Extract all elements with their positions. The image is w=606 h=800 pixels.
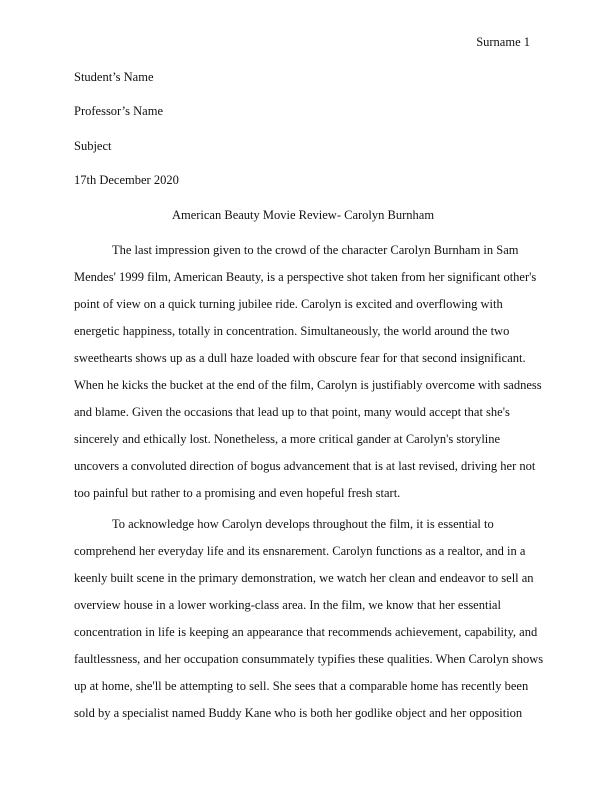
paragraph-line: sincerely and ethically lost. Nonetheless, a more critical gander at Carolyn's storyline (74, 432, 501, 446)
paragraph-line: uncovers a convoluted direction of bogus advancement that is at last revised, driving her not (74, 459, 536, 473)
paragraph-line: keenly built scene in the primary demonstration, we watch her clean and endeavor to sell an (74, 571, 534, 585)
paragraph-line: To acknowledge how Carolyn develops throughout the film, it is essential to (112, 517, 494, 531)
paragraph-line: up at home, she'll be attempting to sell. She sees that a comparable home has recently been (74, 679, 529, 693)
paragraph-line: sweethearts shows up as a dull haze loaded with obscure fear for that second insignificant. (74, 351, 526, 365)
paragraph-line: and blame. Given the occasions that lead up to that point, many would accept that she's (74, 405, 510, 419)
paragraph-line: When he kicks the bucket at the end of the film, Carolyn is justifiably overcome with sadness (74, 378, 542, 392)
paragraph-line: energetic happiness, totally in concentration. Simultaneously, the world around the two (74, 324, 510, 338)
paragraph-line: overview house in a lower working-class area. In the film, we know that her essential (74, 598, 501, 612)
student-name: Student’s Name (74, 70, 154, 84)
paragraph-line: too painful but rather to a promising and even hopeful fresh start. (74, 486, 401, 500)
essay-title: American Beauty Movie Review- Carolyn Burnham (171, 208, 435, 222)
subject: Subject (74, 139, 112, 153)
professor-name: Professor’s Name (74, 104, 163, 118)
paragraph-line: The last impression given to the crowd of the character Carolyn Burnham in Sam (112, 243, 519, 257)
paragraph-line: Mendes' 1999 film, American Beauty, is a perspective shot taken from her significant other's (74, 270, 537, 284)
paragraph-line: concentration in life is keeping an appearance that recommends achievement, capability, and (74, 625, 538, 639)
running-head: Surname 1 (476, 35, 530, 49)
paragraph-line: faultlessness, and her occupation consummately typifies these qualities. When Carolyn shows (74, 652, 544, 666)
date: 17th December 2020 (74, 173, 179, 187)
paragraph-line: comprehend her everyday life and its ensnarement. Carolyn functions as a realtor, and in a (74, 544, 526, 558)
paragraph-line: point of view on a quick turning jubilee ride. Carolyn is excited and overflowing with (74, 297, 503, 311)
paragraph-line: sold by a specialist named Buddy Kane who is both her godlike object and her opposition (74, 706, 523, 720)
